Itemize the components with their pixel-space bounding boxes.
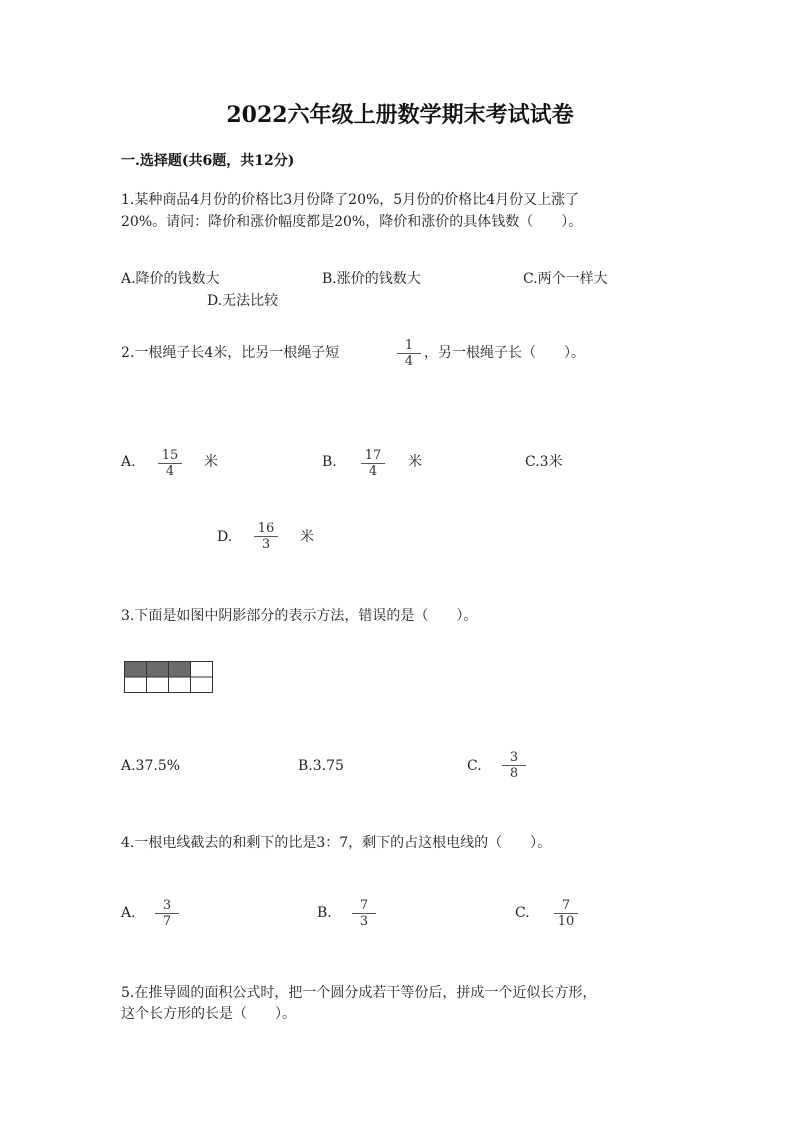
question-2-option-c[interactable]: C.3米 [525, 454, 563, 470]
fraction-denominator: 4 [368, 464, 378, 479]
question-4-stem: 4.一根电线截去的和剩下的比是3：7，剩下的占这根电线的（ ）。 [121, 835, 552, 851]
option-prefix: C. [515, 905, 530, 921]
option-prefix: B. [317, 905, 332, 921]
fraction-numerator: 7 [561, 898, 571, 913]
fraction-numerator: 3 [162, 898, 172, 913]
option-fraction [158, 448, 182, 479]
option-prefix: A. [121, 905, 136, 921]
question-3-option-b[interactable]: B.3.75 [298, 758, 344, 774]
fraction-denominator: 7 [162, 914, 172, 929]
option-fraction [361, 448, 385, 479]
question-1-stem-line-1: 1.某种商品4月份的价格比3月份降了20%，5月份的价格比4月份又上涨了 [121, 192, 580, 208]
empty-cell [191, 677, 213, 693]
question-1-option-b[interactable]: B.涨价的钱数大 [322, 271, 421, 287]
question-2-stem-before: 2.一根绳子长4米，比另一根绳子短 [121, 345, 340, 361]
option-prefix: A. [121, 454, 136, 470]
option-fraction [554, 898, 578, 929]
question-5-stem-line-1: 5.在推导圆的面积公式时，把一个圆分成若干等份后，拼成一个近似长方形， [121, 985, 597, 1001]
fraction-numerator: 1 [404, 338, 414, 353]
option-unit: 米 [204, 454, 218, 470]
option-fraction [254, 521, 278, 552]
empty-cell [191, 662, 213, 678]
empty-cell [125, 677, 147, 693]
fraction-numerator: 16 [257, 521, 275, 536]
fraction-denominator: 3 [359, 914, 369, 929]
empty-cell [147, 677, 169, 693]
empty-cell [169, 677, 191, 693]
question-3-option-a[interactable]: A.37.5% [121, 758, 181, 774]
option-prefix: C. [467, 758, 482, 774]
question-3-stem: 3.下面是如图中阴影部分的表示方法，错误的是（ ）。 [121, 608, 478, 624]
question-1-option-c[interactable]: C.两个一样大 [523, 271, 608, 287]
question-1-option-a[interactable]: A.降价的钱数大 [121, 271, 220, 287]
fraction-denominator: 4 [404, 354, 414, 369]
option-fraction [155, 898, 179, 929]
shaded-cell [125, 662, 147, 678]
question-2-stem-after: ，另一根绳子长（ ）。 [424, 345, 585, 361]
question-2-stem-fraction [397, 338, 421, 369]
option-prefix: B. [322, 454, 337, 470]
option-unit: 米 [300, 529, 314, 545]
option-unit: 米 [408, 454, 422, 470]
fraction-numerator: 15 [161, 448, 179, 463]
shaded-grid-figure [124, 661, 214, 694]
fraction-numerator: 3 [509, 750, 519, 765]
option-fraction [502, 750, 526, 781]
page-title: 2022六年级上册数学期末考试试卷 [226, 102, 574, 128]
option-fraction [352, 898, 376, 929]
question-5-stem-line-2: 这个长方形的长是（ ）。 [121, 1006, 296, 1022]
fraction-numerator: 17 [364, 448, 382, 463]
fraction-denominator: 4 [165, 464, 175, 479]
question-1-stem-line-2: 20%。请问：降价和涨价幅度都是20%，降价和涨价的具体钱数（ ）。 [121, 214, 583, 230]
fraction-denominator: 8 [509, 766, 519, 781]
option-prefix: D. [217, 529, 233, 545]
fraction-denominator: 10 [557, 914, 575, 929]
fraction-denominator: 3 [261, 537, 271, 552]
question-1-option-d[interactable]: D.无法比较 [207, 293, 279, 309]
fraction-numerator: 7 [359, 898, 369, 913]
shaded-cell [147, 662, 169, 678]
shaded-cell [169, 662, 191, 678]
section-heading: 一.选择题(共6题，共12分) [121, 153, 295, 169]
